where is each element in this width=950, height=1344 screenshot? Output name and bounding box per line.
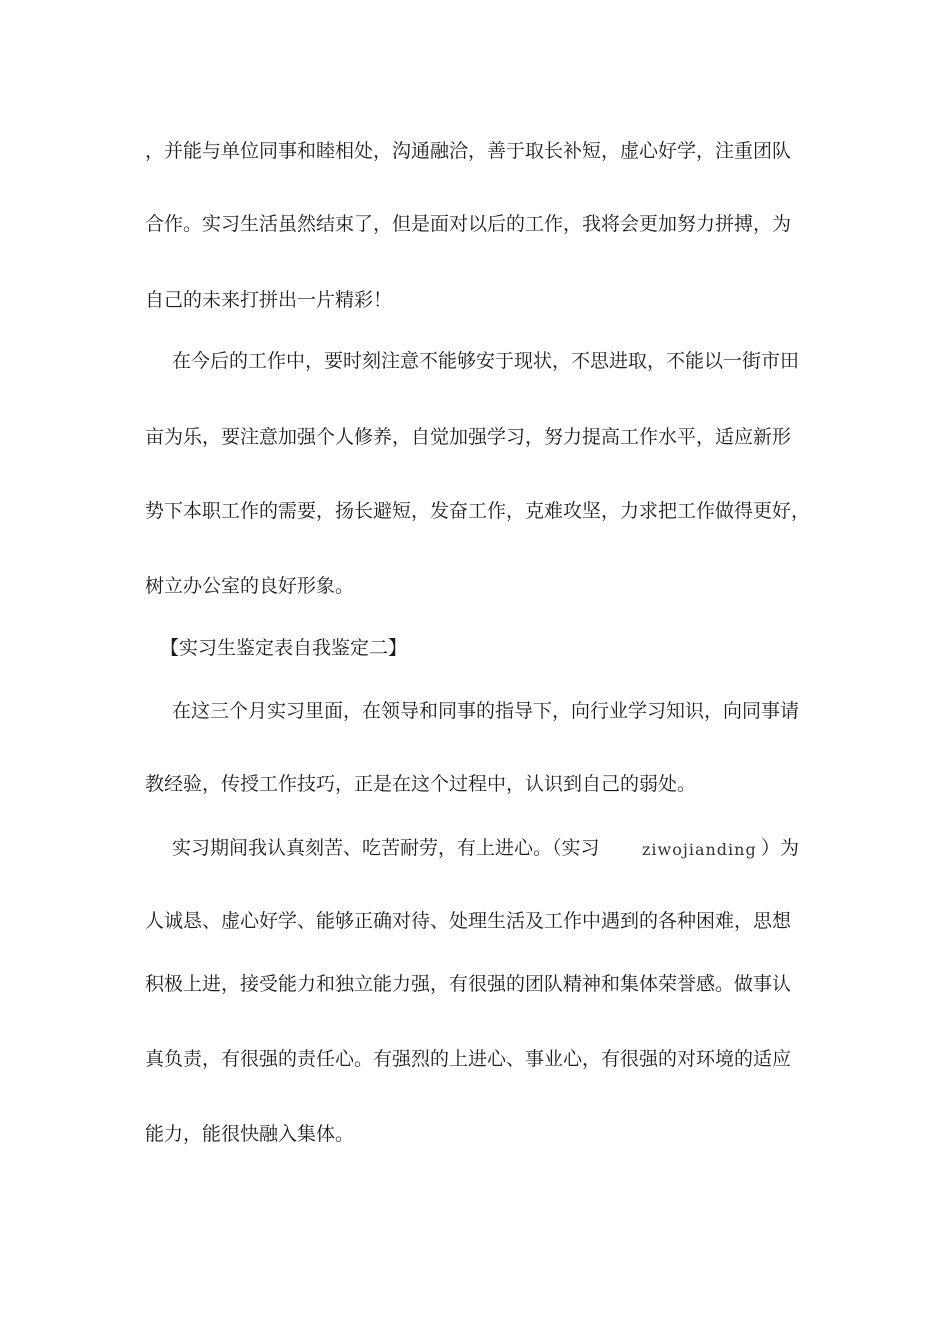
section-heading: 【实习生鉴定表自我鉴定二】: [160, 637, 408, 659]
paragraph-line: 自己的未来打拼出一片精彩！: [145, 289, 393, 311]
paragraph-line: 积极上进，接受能力和独立能力强，有很强的团队精神和集体荣誉感。做事认: [145, 973, 792, 995]
pinyin-text: ziwojianding: [642, 840, 757, 859]
paragraph-line: 树立办公室的良好形象。: [145, 575, 355, 597]
paragraph-line: 实习期间我认真刻苦、吃苦耐劳，有上进心。（实习: [172, 837, 600, 859]
paragraph-line: 在这三个月实习里面，在领导和同事的指导下，向行业学习知识，向同事请: [172, 700, 800, 722]
paragraph-line: 能力，能很快融入集体。: [145, 1123, 355, 1145]
paragraph-line: 人诚恳、虚心好学、能够正确对待、处理生活及工作中遇到的各种困难，思想: [145, 910, 792, 932]
paragraph-line: ）为: [761, 837, 800, 859]
paragraph-line: 在今后的工作中，要时刻注意不能够安于现状，不思进取，不能以一街市田: [172, 350, 800, 372]
paragraph-line: 教经验，传授工作技巧，正是在这个过程中，认识到自己的弱处。: [145, 773, 697, 795]
paragraph-line: 亩为乐，要注意加强个人修养，自觉加强学习，努力提高工作水平，适应新形: [145, 426, 792, 448]
paragraph-line: ，并能与单位同事和睦相处，沟通融洽，善于取长补短，虚心好学，注重团队: [145, 140, 792, 162]
paragraph-line: 合作。实习生活虽然结束了，但是面对以后的工作，我将会更加努力拼搏，为: [145, 213, 792, 235]
paragraph-line: 势下本职工作的需要，扬长避短，发奋工作，克难攻坚，力求把工作做得更好，: [145, 500, 811, 522]
paragraph-line: 真负责，有很强的责任心。有强烈的上进心、事业心，有很强的对环境的适应: [145, 1048, 792, 1070]
